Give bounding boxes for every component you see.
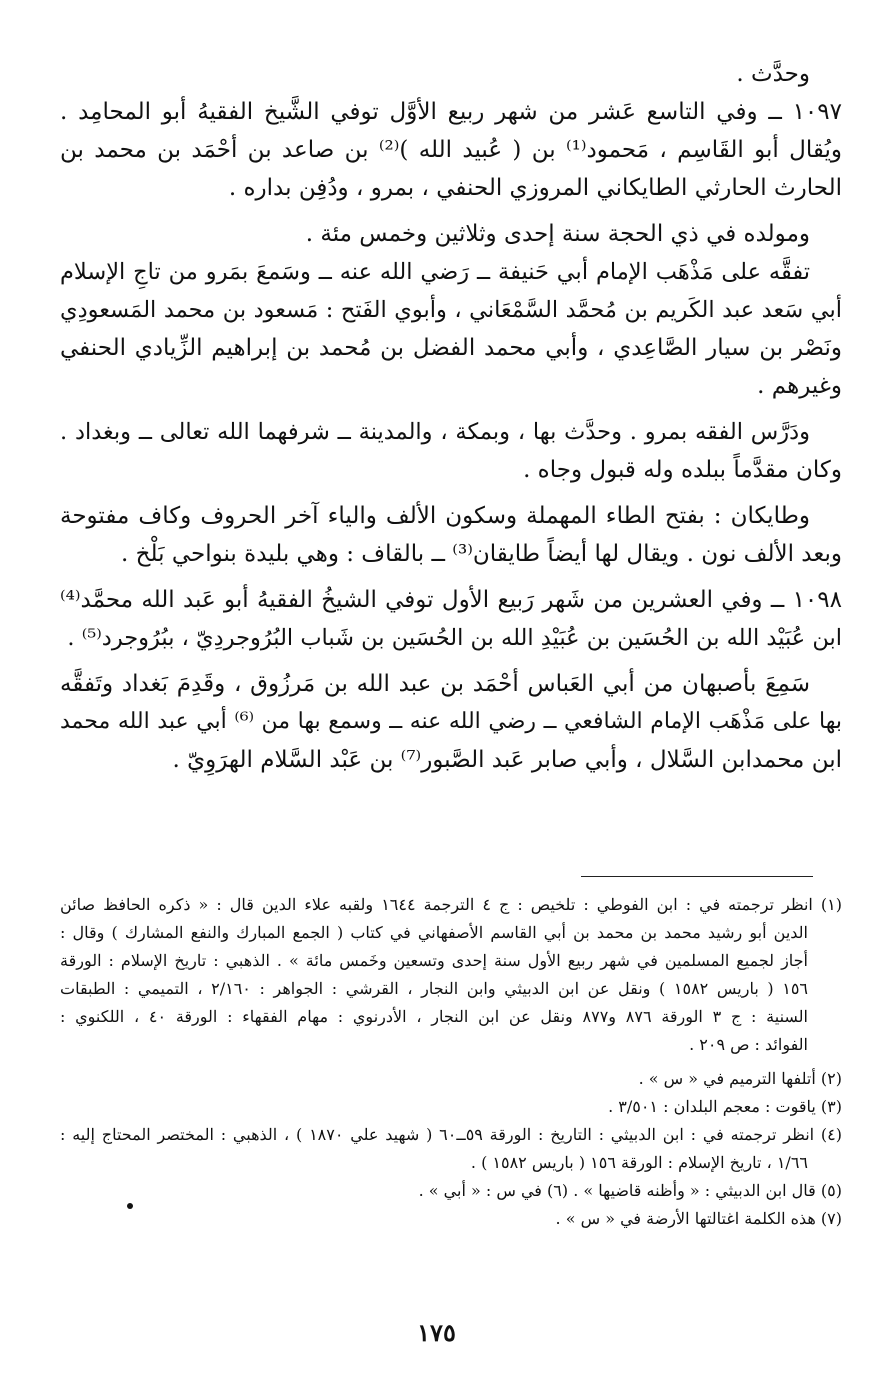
text-line: ويُقال أبو القَاسِم ، مَحمود⁽¹⁾ بن ( عُبيد الله )⁽²⁾ بن صاعد بن أحْمَد بن محمد بن	[60, 137, 842, 163]
text-line: تفقَّه على مَذْهَب الإمام أبي حَنيفة ــ رَضي الله عنه ــ وسَمعَ بمَرو من تاجِ الإسلام	[60, 259, 810, 285]
footnote-line: (٤) انظر ترجمته في : ابن الدبيثي : التاريخ : الورقة ٥٩ــ٦٠ ( شهيد علي ١٨٧٠ ) ، الذهبي : المختصر المحتاج إليه :	[60, 1125, 842, 1144]
text-line: وطايكان : بفتح الطاء المهملة وسكون الألف والياء آخر الحروف وكاف مفتوحة	[60, 503, 810, 529]
footnote-separator	[581, 876, 813, 877]
text-line: ابن محمدابن السَّلال ، وأبي صابر عَبد الصَّبور⁽⁷⁾ بن عَبْد السَّلام الهرَوِيّ .	[172, 747, 842, 773]
text-line: ونَصْر بن سيار الصَّاعِدي ، وأبي محمد الفضل بن مُحمد بن إبراهيم الزِّيادي الحنفي	[60, 335, 842, 361]
page-number: ١٧٥	[417, 1318, 456, 1347]
text-line: أبي سَعد عبد الكَريم بن مُحمَّد السَّمْعَاني ، وأبوي الفَتح : مَسعود بن محمد المَسعودِي	[60, 297, 842, 323]
text-line: وبعد الألف نون . ويقال لها أيضاً طايقان⁽³⁾ ــ بالقاف : وهي بليدة بنواحي بَلْخ .	[121, 541, 842, 567]
text-line: وكان مقدَّماً ببلده وله قبول وجاه .	[523, 457, 842, 483]
footnote-line: (٢) أتلفها الترميم في « س » .	[638, 1069, 842, 1088]
text-line: ودَرَّس الفقه بمرو . وحدَّث بها ، وبمكة ، والمدينة ــ شرفهما الله تعالى ــ وبغداد .	[60, 419, 810, 445]
footnote-line: ١/٦٦ ، تاريخ الإسلام : الورقة ١٥٦ ( باريس ١٥٨٢ ) .	[470, 1153, 808, 1172]
text-line: الحارث الحارثي الطايكاني المروزي الحنفي ، بمرو ، ودُفِن بداره .	[228, 175, 842, 201]
text-line: ومولده في ذي الحجة سنة إحدى وثلاثين وخمس مئة .	[305, 221, 810, 247]
footnote-line: (١) انظر ترجمته في : ابن الفوطي : تلخيص : ج ٤ الترجمة ١٦٤٤ ولقبه علاء الدين قال : « ذكره الحافظ صائن	[60, 895, 842, 914]
footnote-line: (٣) ياقوت : معجم البلدان : ٣/٥٠١ .	[608, 1097, 842, 1116]
footnote-line: الفوائد : ص ٢٠٩ .	[689, 1035, 808, 1054]
text-line: ابن عُبَيْد الله بن الحُسَين بن عُبَيْدِ الله بن الحُسَين بن شَباب البُرُوجردِيّ ، ببُرُوجرد⁽⁵⁾ .	[67, 625, 842, 651]
text-line: وغيرهم .	[757, 373, 842, 399]
footnote-line: السنية : ج ٣ الورقة ٨٧٦ و٨٧٧ ونقل عن ابن النجار ، الأدرنوي : مهام الفقهاء : الورقة ٤٠ ، اللكنوي :	[60, 1007, 809, 1026]
footnote-line: أجاز لجميع المسلمين في شهر ربيع الأول سنة إحدى وتسعين وخَمس مائة » . الذهبي : تاريخ الإسلام : الورقة	[60, 951, 808, 970]
ink-dot	[127, 1203, 133, 1209]
footnote-line: الدين أبو رشيد محمد بن محمد بن أبي القاسم الأصفهاني في كتاب ( الجمع المبارك والنفع المشارك ) وقال :	[60, 923, 808, 942]
footnote-line: ١٥٦ ( باريس ١٥٨٢ ) ونقل عن ابن الدبيثي وابن النجار ، القرشي : الجواهر : ٢/١٦٠ ، التميمي : الطبقات	[60, 979, 809, 998]
main-text	[60, 55, 842, 779]
footnote-line: (٧) هذه الكلمة اغتالتها الأرضة في « س » .	[555, 1209, 842, 1228]
footnotes	[60, 891, 842, 1233]
text-line: سَمِعَ بأصبهان من أبي العَباس أحْمَد بن عبد الله بن مَرزُوق ، وقَدِمَ بَغداد وتَفقَّه	[60, 671, 810, 697]
entry-1098-heading: ١٠٩٨ ــ وفي العشرين من شَهر رَبيع الأول توفي الشيخُ الفقيهُ أبو عَبد الله محمَّد⁽⁴⁾	[60, 587, 842, 613]
footnote-line: (٥) قال ابن الدبيثي : « وأظنه قاضيها » . (٦) في س : « أبي » .	[418, 1181, 842, 1200]
entry-1097-heading: ١٠٩٧ ــ وفي التاسع عَشر من شهر ربيع الأوَّل توفي الشَّيخ الفقيهُ أبو المحامِد .	[60, 99, 842, 125]
text-line: وحدَّث .	[736, 61, 810, 87]
text-line: بها على مَذْهَب الإمام الشافعي ــ رضي الله عنه ــ وسمع بها من ⁽⁶⁾ أبي عبد الله محمد	[60, 709, 842, 734]
